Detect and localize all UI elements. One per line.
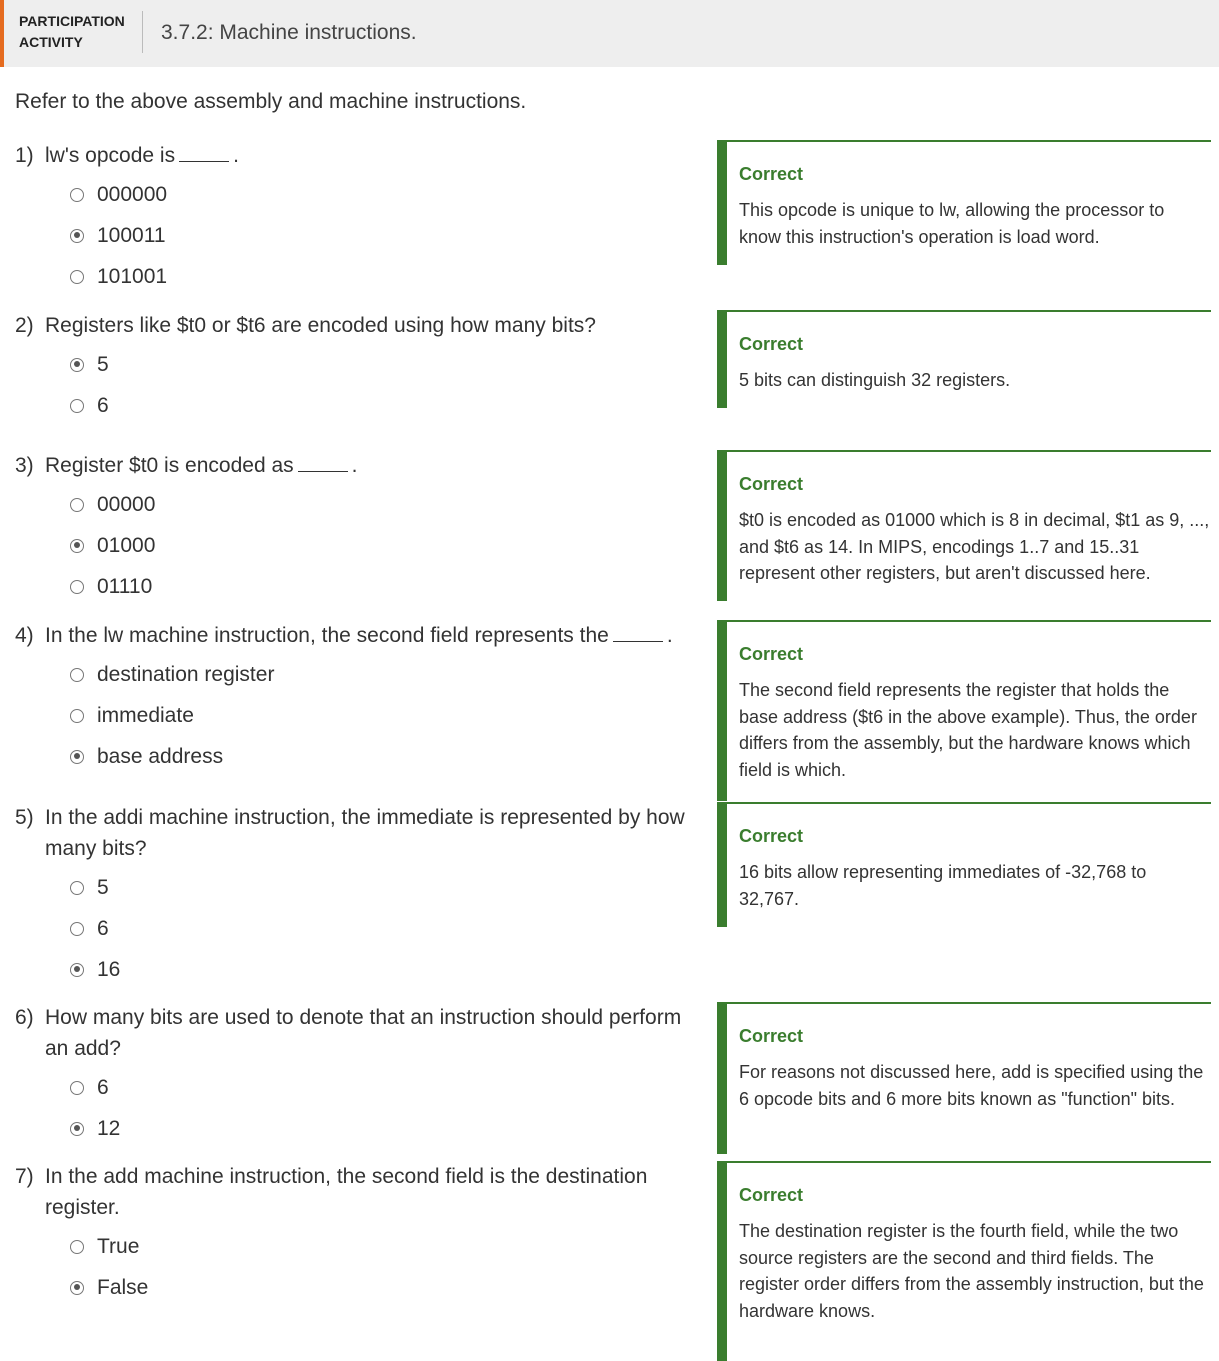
radio-unselected-icon[interactable] [70, 498, 84, 512]
question-prompt: In the lw machine instruction, the second field represents the [45, 624, 609, 647]
question-text [15, 310, 695, 341]
radio-unselected-icon[interactable] [70, 270, 84, 284]
answer-options [15, 174, 695, 297]
question-prompt: In the add machine instruction, the second field is the destination register. [45, 1165, 648, 1219]
feedback-explanation: For reasons not discussed here, add is specified using the 6 opcode bits and 6 more bits known as "function" bits. [739, 1062, 1204, 1109]
feedback-explanation: This opcode is unique to lw, allowing the processor to know this instruction's operation is load word. [739, 200, 1165, 247]
radio-selected-icon[interactable] [70, 750, 84, 764]
answer-option-label: 16 [97, 957, 121, 981]
radio-unselected-icon[interactable] [70, 709, 84, 723]
radio-unselected-icon[interactable] [70, 1240, 84, 1254]
question-2 [15, 310, 695, 426]
question-text [15, 1002, 695, 1064]
question-number: 2) [15, 314, 34, 337]
question-prompt: lw's opcode is [45, 144, 176, 167]
answer-option[interactable] [15, 908, 695, 949]
question-text [15, 620, 695, 651]
answer-options [15, 867, 695, 990]
answer-option-label: 5 [97, 875, 109, 899]
question-text [15, 450, 695, 481]
feedback-explanation: $t0 is encoded as 01000 which is 8 in decimal, $t1 as 9, ..., and $t6 as 14. In MIPS, encodings 1..7 and 15..31 represent other registers, but aren't discussed here. [739, 510, 1210, 583]
answer-option-label: 6 [97, 393, 109, 417]
answer-option[interactable] [15, 256, 695, 297]
activity-title: 3.7.2: Machine instructions. [161, 21, 417, 44]
question-7 [15, 1161, 695, 1308]
activity-instructions: Refer to the above assembly and machine instructions. [15, 90, 527, 113]
answer-options [15, 344, 695, 426]
feedback-panel-5 [717, 802, 1211, 927]
answer-option[interactable] [15, 736, 695, 777]
feedback-status: Correct [739, 644, 804, 664]
question-punctuation: . [233, 144, 239, 167]
question-number: 4) [15, 624, 34, 647]
feedback-explanation: 16 bits allow representing immediates of -32,768 to 32,767. [739, 862, 1147, 909]
answer-options [15, 654, 695, 777]
feedback-panel-2 [717, 310, 1211, 408]
radio-unselected-icon[interactable] [70, 580, 84, 594]
answer-option-label: False [97, 1275, 149, 1299]
answer-options [15, 1226, 695, 1308]
answer-option[interactable] [15, 949, 695, 990]
question-prompt: Registers like $t0 or $t6 are encoded using how many bits? [45, 314, 596, 337]
answer-option-label: 100011 [97, 223, 166, 247]
answer-option-label: 6 [97, 916, 109, 940]
radio-unselected-icon[interactable] [70, 922, 84, 936]
radio-selected-icon[interactable] [70, 539, 84, 553]
answer-blank [613, 623, 663, 642]
answer-option[interactable] [15, 867, 695, 908]
answer-option[interactable] [15, 215, 695, 256]
answer-option-label: 101001 [97, 264, 168, 288]
radio-unselected-icon[interactable] [70, 668, 84, 682]
radio-selected-icon[interactable] [70, 1281, 84, 1295]
answer-option-label: base address [97, 744, 224, 768]
question-text [15, 802, 695, 864]
answer-option-label: 5 [97, 352, 109, 376]
radio-selected-icon[interactable] [70, 1122, 84, 1136]
question-number: 7) [15, 1165, 34, 1188]
answer-blank [179, 143, 229, 162]
answer-option-label: 000000 [97, 182, 168, 206]
question-number: 1) [15, 144, 34, 167]
answer-blank [298, 453, 348, 472]
feedback-panel-6 [717, 1002, 1211, 1154]
activity-type-line1: PARTICIPATION [19, 13, 125, 29]
question-number: 6) [15, 1006, 34, 1029]
activity-header [0, 0, 1219, 67]
header-divider [142, 11, 143, 53]
answer-option-label: 00000 [97, 492, 156, 516]
question-punctuation: . [666, 624, 673, 647]
radio-unselected-icon[interactable] [70, 881, 84, 895]
question-1 [15, 140, 695, 297]
answer-option[interactable] [15, 484, 695, 525]
answer-option[interactable] [15, 695, 695, 736]
question-6 [15, 1002, 695, 1149]
question-5 [15, 802, 695, 990]
answer-option-label: 01000 [97, 533, 156, 557]
feedback-status: Correct [739, 1026, 804, 1046]
answer-option[interactable] [15, 174, 695, 215]
answer-option[interactable] [15, 344, 695, 385]
question-text [15, 140, 695, 171]
answer-option[interactable] [15, 1108, 695, 1149]
feedback-panel-1 [717, 140, 1211, 265]
answer-option[interactable] [15, 1267, 695, 1308]
activity-type-label [19, 11, 125, 53]
radio-selected-icon[interactable] [70, 963, 84, 977]
question-3 [15, 450, 695, 607]
feedback-status: Correct [739, 164, 804, 184]
feedback-explanation: 5 bits can distinguish 32 registers. [739, 370, 1011, 390]
answer-option[interactable] [15, 1226, 695, 1267]
question-number: 5) [15, 806, 34, 829]
feedback-panel-4 [717, 620, 1211, 801]
answer-option[interactable] [15, 654, 695, 695]
answer-option[interactable] [15, 566, 695, 607]
activity-type-line2: ACTIVITY [19, 34, 83, 50]
radio-unselected-icon[interactable] [70, 399, 84, 413]
question-prompt: In the addi machine instruction, the immediate is represented by how many bits? [45, 806, 685, 860]
answer-option-label: 12 [97, 1116, 121, 1140]
question-prompt: Register $t0 is encoded as [45, 454, 294, 477]
question-text [15, 1161, 695, 1223]
question-punctuation: . [351, 454, 358, 477]
feedback-status: Correct [739, 334, 804, 354]
radio-unselected-icon[interactable] [70, 188, 84, 202]
radio-selected-icon[interactable] [70, 358, 84, 372]
answer-option-label: 01110 [97, 574, 153, 598]
question-4 [15, 620, 695, 777]
answer-options [15, 484, 695, 607]
feedback-panel-7 [717, 1161, 1211, 1361]
answer-option[interactable] [15, 1067, 695, 1108]
feedback-status: Correct [739, 826, 804, 846]
feedback-explanation: The destination register is the fourth field, while the two source registers are the second and third fields. The register order differs from the assembly instruction, but the hardware knows. [739, 1221, 1204, 1321]
question-prompt: How many bits are used to denote that an instruction should perform an add? [45, 1006, 682, 1060]
answer-option-label: immediate [97, 703, 194, 727]
radio-unselected-icon[interactable] [70, 1081, 84, 1095]
feedback-status: Correct [739, 1185, 804, 1205]
feedback-panel-3 [717, 450, 1211, 601]
answer-option-label: destination register [97, 662, 275, 686]
answer-options [15, 1067, 695, 1149]
answer-option[interactable] [15, 385, 695, 426]
radio-selected-icon[interactable] [70, 229, 84, 243]
answer-option-label: 6 [97, 1075, 109, 1099]
answer-option-label: True [97, 1234, 140, 1258]
feedback-status: Correct [739, 474, 804, 494]
answer-option[interactable] [15, 525, 695, 566]
question-number: 3) [15, 454, 34, 477]
feedback-explanation: The second field represents the register that holds the base address ($t6 in the above example). Thus, the order differs from the assembly, but the hardware knows which field is which. [739, 680, 1197, 780]
